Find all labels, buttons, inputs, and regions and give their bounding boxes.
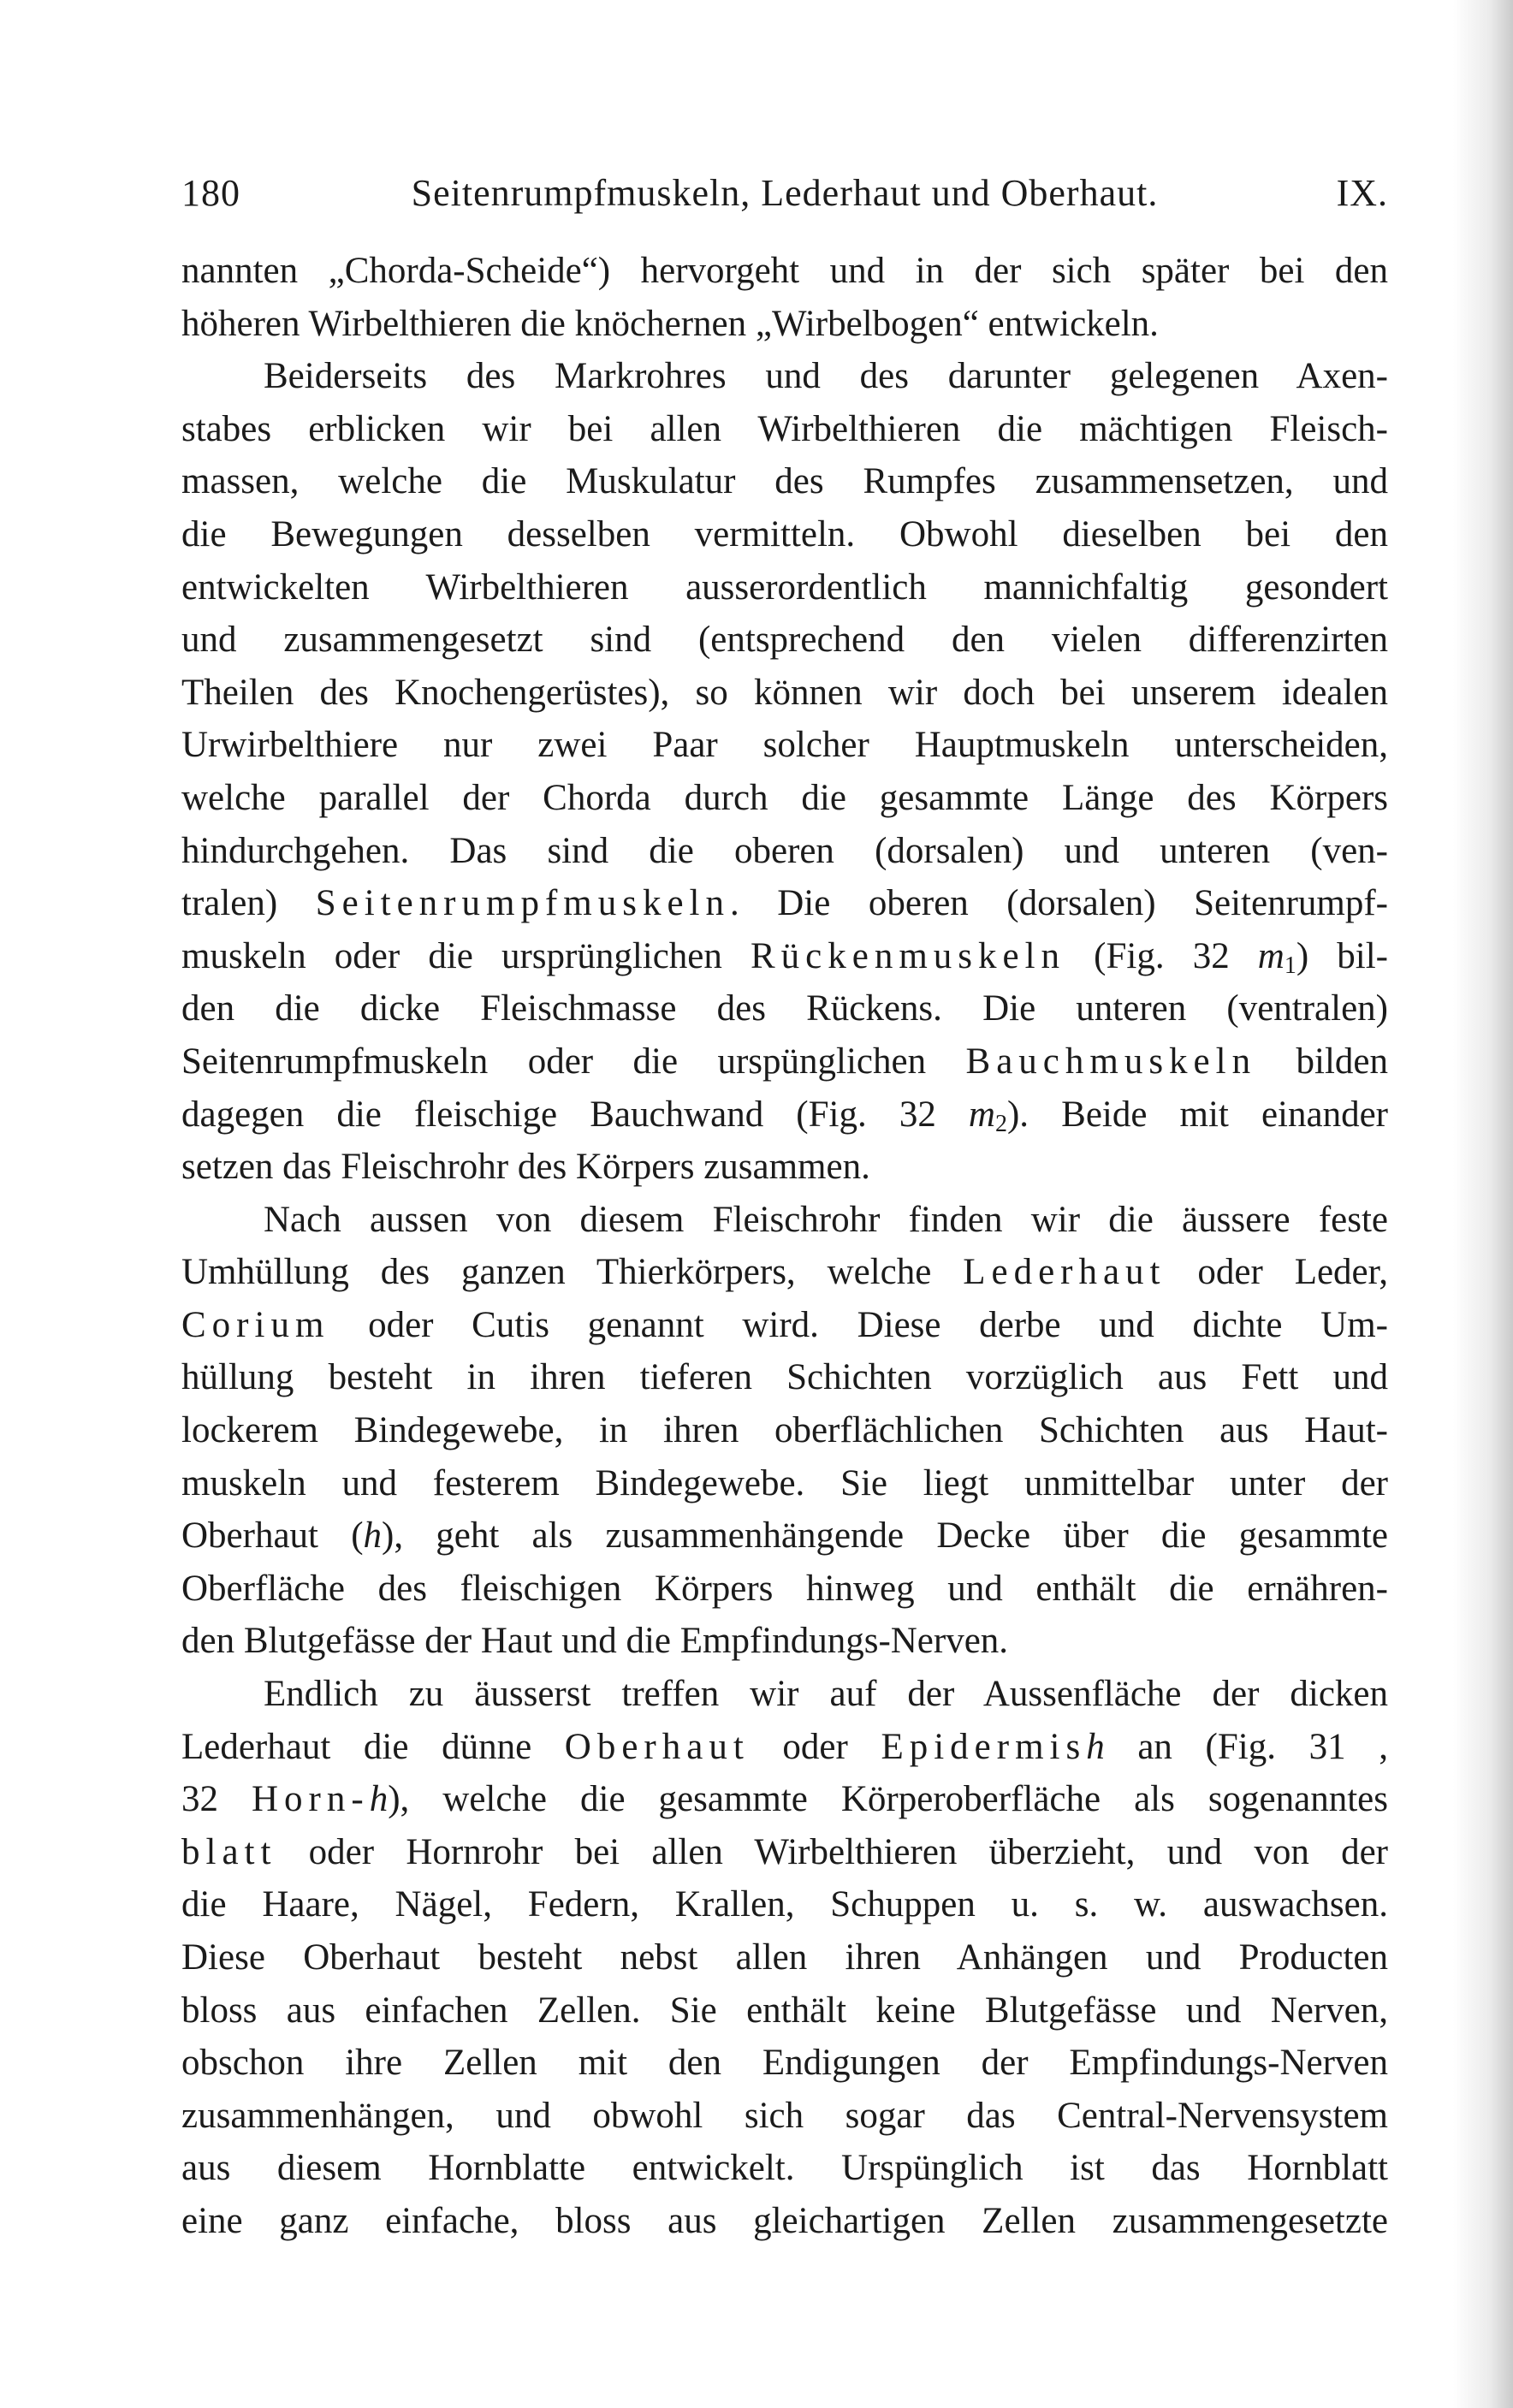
text-line xyxy=(181,1878,1388,1931)
text-line xyxy=(181,877,1388,930)
italic-symbol: h xyxy=(369,1779,389,1820)
italic-symbol: h xyxy=(363,1515,383,1557)
line-text: oder Cutis genannt wird. Diese derbe und dichte Um- xyxy=(329,1304,1388,1345)
chapter-number: IX. xyxy=(1336,172,1388,214)
text-line xyxy=(181,825,1388,878)
subscript: 1 xyxy=(1284,952,1296,979)
line-text: Nach aussen von diesem Fleischrohr finden wir die äussere feste xyxy=(264,1199,1388,1240)
line-text: obschon ihre Zellen mit den Endigungen der Empfindungs-Nerven xyxy=(181,2043,1388,2084)
text-line xyxy=(181,667,1388,720)
line-text: ). Beide mit einander xyxy=(1006,1094,1388,1135)
running-title: Seitenrumpfmuskeln, Lederhaut und Oberhaut. xyxy=(411,172,1159,214)
text-line xyxy=(181,561,1388,614)
line-text: (Fig. 32 xyxy=(1065,935,1258,976)
subscript: 2 xyxy=(994,1110,1007,1137)
line-text: höheren Wirbelthieren die knöchernen „Wirbelbogen“ entwickeln. xyxy=(181,303,1159,344)
page-edge-shadow xyxy=(1453,0,1513,2408)
line-text: ) bil- xyxy=(1296,935,1388,976)
line-text: die Haare, Nägel, Federn, Krallen, Schuppen u. s. w. auswachsen. xyxy=(181,1884,1388,1925)
spaced-term: Seitenrumpfmuskeln xyxy=(315,883,730,924)
text-line xyxy=(181,245,1388,298)
italic-symbol: m xyxy=(1257,935,1285,976)
text-line xyxy=(181,2090,1388,2143)
text-line xyxy=(181,930,1388,983)
line-text: massen, welche die Muskulatur des Rumpfes zusammensetzen, und xyxy=(181,461,1388,502)
body-text xyxy=(181,245,1388,2248)
line-text: bilden xyxy=(1256,1041,1388,1082)
text-line xyxy=(181,982,1388,1035)
line-text: und zusammengesetzt sind (entsprechend den vielen differenzirten xyxy=(181,620,1388,661)
line-text: entwickelten Wirbelthieren ausserordentlich mannichfaltig gesondert xyxy=(181,566,1388,608)
spaced-term: Epidermis xyxy=(881,1726,1087,1767)
spaced-term: Corium xyxy=(181,1304,330,1345)
line-text: an (Fig. 31 xyxy=(1104,1726,1380,1767)
line-text: oder Leder, xyxy=(1166,1252,1388,1293)
line-text: welche parallel der Chorda durch die gesammte Länge des Körpers xyxy=(181,777,1388,818)
page-number: 180 xyxy=(181,172,240,214)
text-line xyxy=(181,1457,1388,1510)
italic-symbol: m xyxy=(968,1094,995,1135)
line-text: aus diesem Hornblatte entwickelt. Urspünglich ist das Hornblatt xyxy=(181,2148,1388,2189)
line-text: den die dicke Fleischmasse des Rückens. Die unteren (ventralen) xyxy=(181,988,1388,1029)
line-text: Endlich zu äusserst treffen wir auf der Aussenfläche der dicken xyxy=(264,1674,1388,1715)
spaced-term: Rückenmuskeln xyxy=(750,935,1066,976)
line-text: hindurchgehen. Das sind die oberen (dorsalen) und unteren (ven- xyxy=(181,830,1388,871)
line-text: Beiderseits des Markrohres und des darunter gelegenen Axen- xyxy=(264,356,1388,397)
line-text: setzen das Fleischrohr des Körpers zusammen. xyxy=(181,1147,870,1188)
text-line xyxy=(181,719,1388,772)
spaced-term: Lederhaut xyxy=(963,1252,1166,1293)
line-text: Lederhaut die dünne xyxy=(181,1726,565,1767)
line-text: zusammenhängen, und obwohl sich sogar das Central-Nervensystem xyxy=(181,2095,1388,2136)
text-line xyxy=(181,298,1388,351)
text-line xyxy=(181,1246,1388,1299)
text-line xyxy=(181,1773,1388,1826)
line-text: oder Hornrohr bei allen Wirbelthieren überzieht, und von der xyxy=(276,1831,1388,1872)
line-text: muskeln oder die ursprünglichen xyxy=(181,935,751,976)
text-line xyxy=(181,1563,1388,1616)
line-text: , xyxy=(1379,1726,1388,1767)
line-text: Oberhaut ( xyxy=(181,1515,364,1557)
line-text: tralen) xyxy=(181,883,316,924)
text-line xyxy=(181,403,1388,456)
text-line xyxy=(181,455,1388,508)
line-text: stabes erblicken wir bei allen Wirbelthieren die mächtigen Fleisch- xyxy=(181,408,1388,449)
text-line xyxy=(181,350,1388,403)
line-text: Umhüllung des ganzen Thierkörpers, welche xyxy=(181,1252,964,1293)
line-text: Urwirbelthiere nur zwei Paar solcher Hauptmuskeln unterscheiden, xyxy=(181,725,1388,766)
text-line xyxy=(181,2195,1388,2248)
line-text: nannten „Chorda-Scheide“) hervorgeht und in der sich später bei den xyxy=(181,251,1388,291)
line-text: die Bewegungen desselben vermitteln. Obwohl dieselben bei den xyxy=(181,513,1388,555)
text-line xyxy=(181,1615,1388,1668)
spaced-term: Oberhaut xyxy=(564,1726,750,1767)
spaced-term: blatt xyxy=(181,1831,277,1872)
line-text: hüllung besteht in ihren tieferen Schichten vorzüglich aus Fett und xyxy=(181,1357,1388,1398)
text-line xyxy=(181,1931,1388,1984)
text-line xyxy=(181,1826,1388,1879)
line-text: muskeln und festerem Bindegewebe. Sie liegt unmittelbar unter der xyxy=(181,1462,1388,1504)
text-line xyxy=(181,2037,1388,2090)
text-line xyxy=(181,1404,1388,1457)
line-text: den Blutgefässe der Haut und die Empfindungs-Nerven. xyxy=(181,1621,1009,1662)
text-line xyxy=(181,614,1388,667)
spaced-term: Bauchmuskeln xyxy=(965,1041,1257,1082)
line-text: Oberfläche des fleischigen Körpers hinweg und enthält die ernähren- xyxy=(181,1568,1388,1609)
text-line xyxy=(181,1088,1388,1142)
line-text: lockerem Bindegewebe, in ihren oberflächlichen Schichten aus Haut- xyxy=(181,1410,1388,1451)
text-line xyxy=(181,1194,1388,1247)
text-line xyxy=(181,1668,1388,1721)
line-text: ), geht als zusammenhängende Decke über die gesammte xyxy=(382,1515,1388,1557)
text-line xyxy=(181,508,1388,561)
line-text: . Die oberen (dorsalen) Seitenrumpf- xyxy=(729,883,1388,924)
text-line xyxy=(181,772,1388,825)
running-header xyxy=(181,171,1388,231)
text-line xyxy=(181,1721,1388,1774)
text-line xyxy=(181,1299,1388,1352)
spaced-term: Horn- xyxy=(252,1779,370,1820)
text-line xyxy=(181,1351,1388,1404)
line-text: eine ganz einfache, bloss aus gleichartigen Zellen zusammengesetzte xyxy=(181,2200,1388,2241)
line-text: bloss aus einfachen Zellen. Sie enthält keine Blutgefässe und Nerven, xyxy=(181,1990,1388,2031)
text-line xyxy=(181,1141,1388,1194)
line-text: 32 xyxy=(181,1779,252,1820)
text-line xyxy=(181,1035,1388,1088)
text-line xyxy=(181,2142,1388,2195)
text-line xyxy=(181,1509,1388,1563)
line-text: Diese Oberhaut besteht nebst allen ihren Anhängen und Producten xyxy=(181,1937,1388,1978)
line-text: Theilen des Knochengerüstes), so können wir doch bei unserem idealen xyxy=(181,672,1388,713)
line-text: dagegen die fleischige Bauchwand (Fig. 32 xyxy=(181,1094,969,1135)
italic-symbol: h xyxy=(1086,1726,1105,1767)
line-text: Seitenrumpfmuskeln oder die urspünglichen xyxy=(181,1041,966,1082)
line-text: oder xyxy=(749,1726,881,1767)
line-text: ), welche die gesammte Körperoberfläche als sogenanntes xyxy=(388,1779,1388,1820)
text-line xyxy=(181,1984,1388,2037)
